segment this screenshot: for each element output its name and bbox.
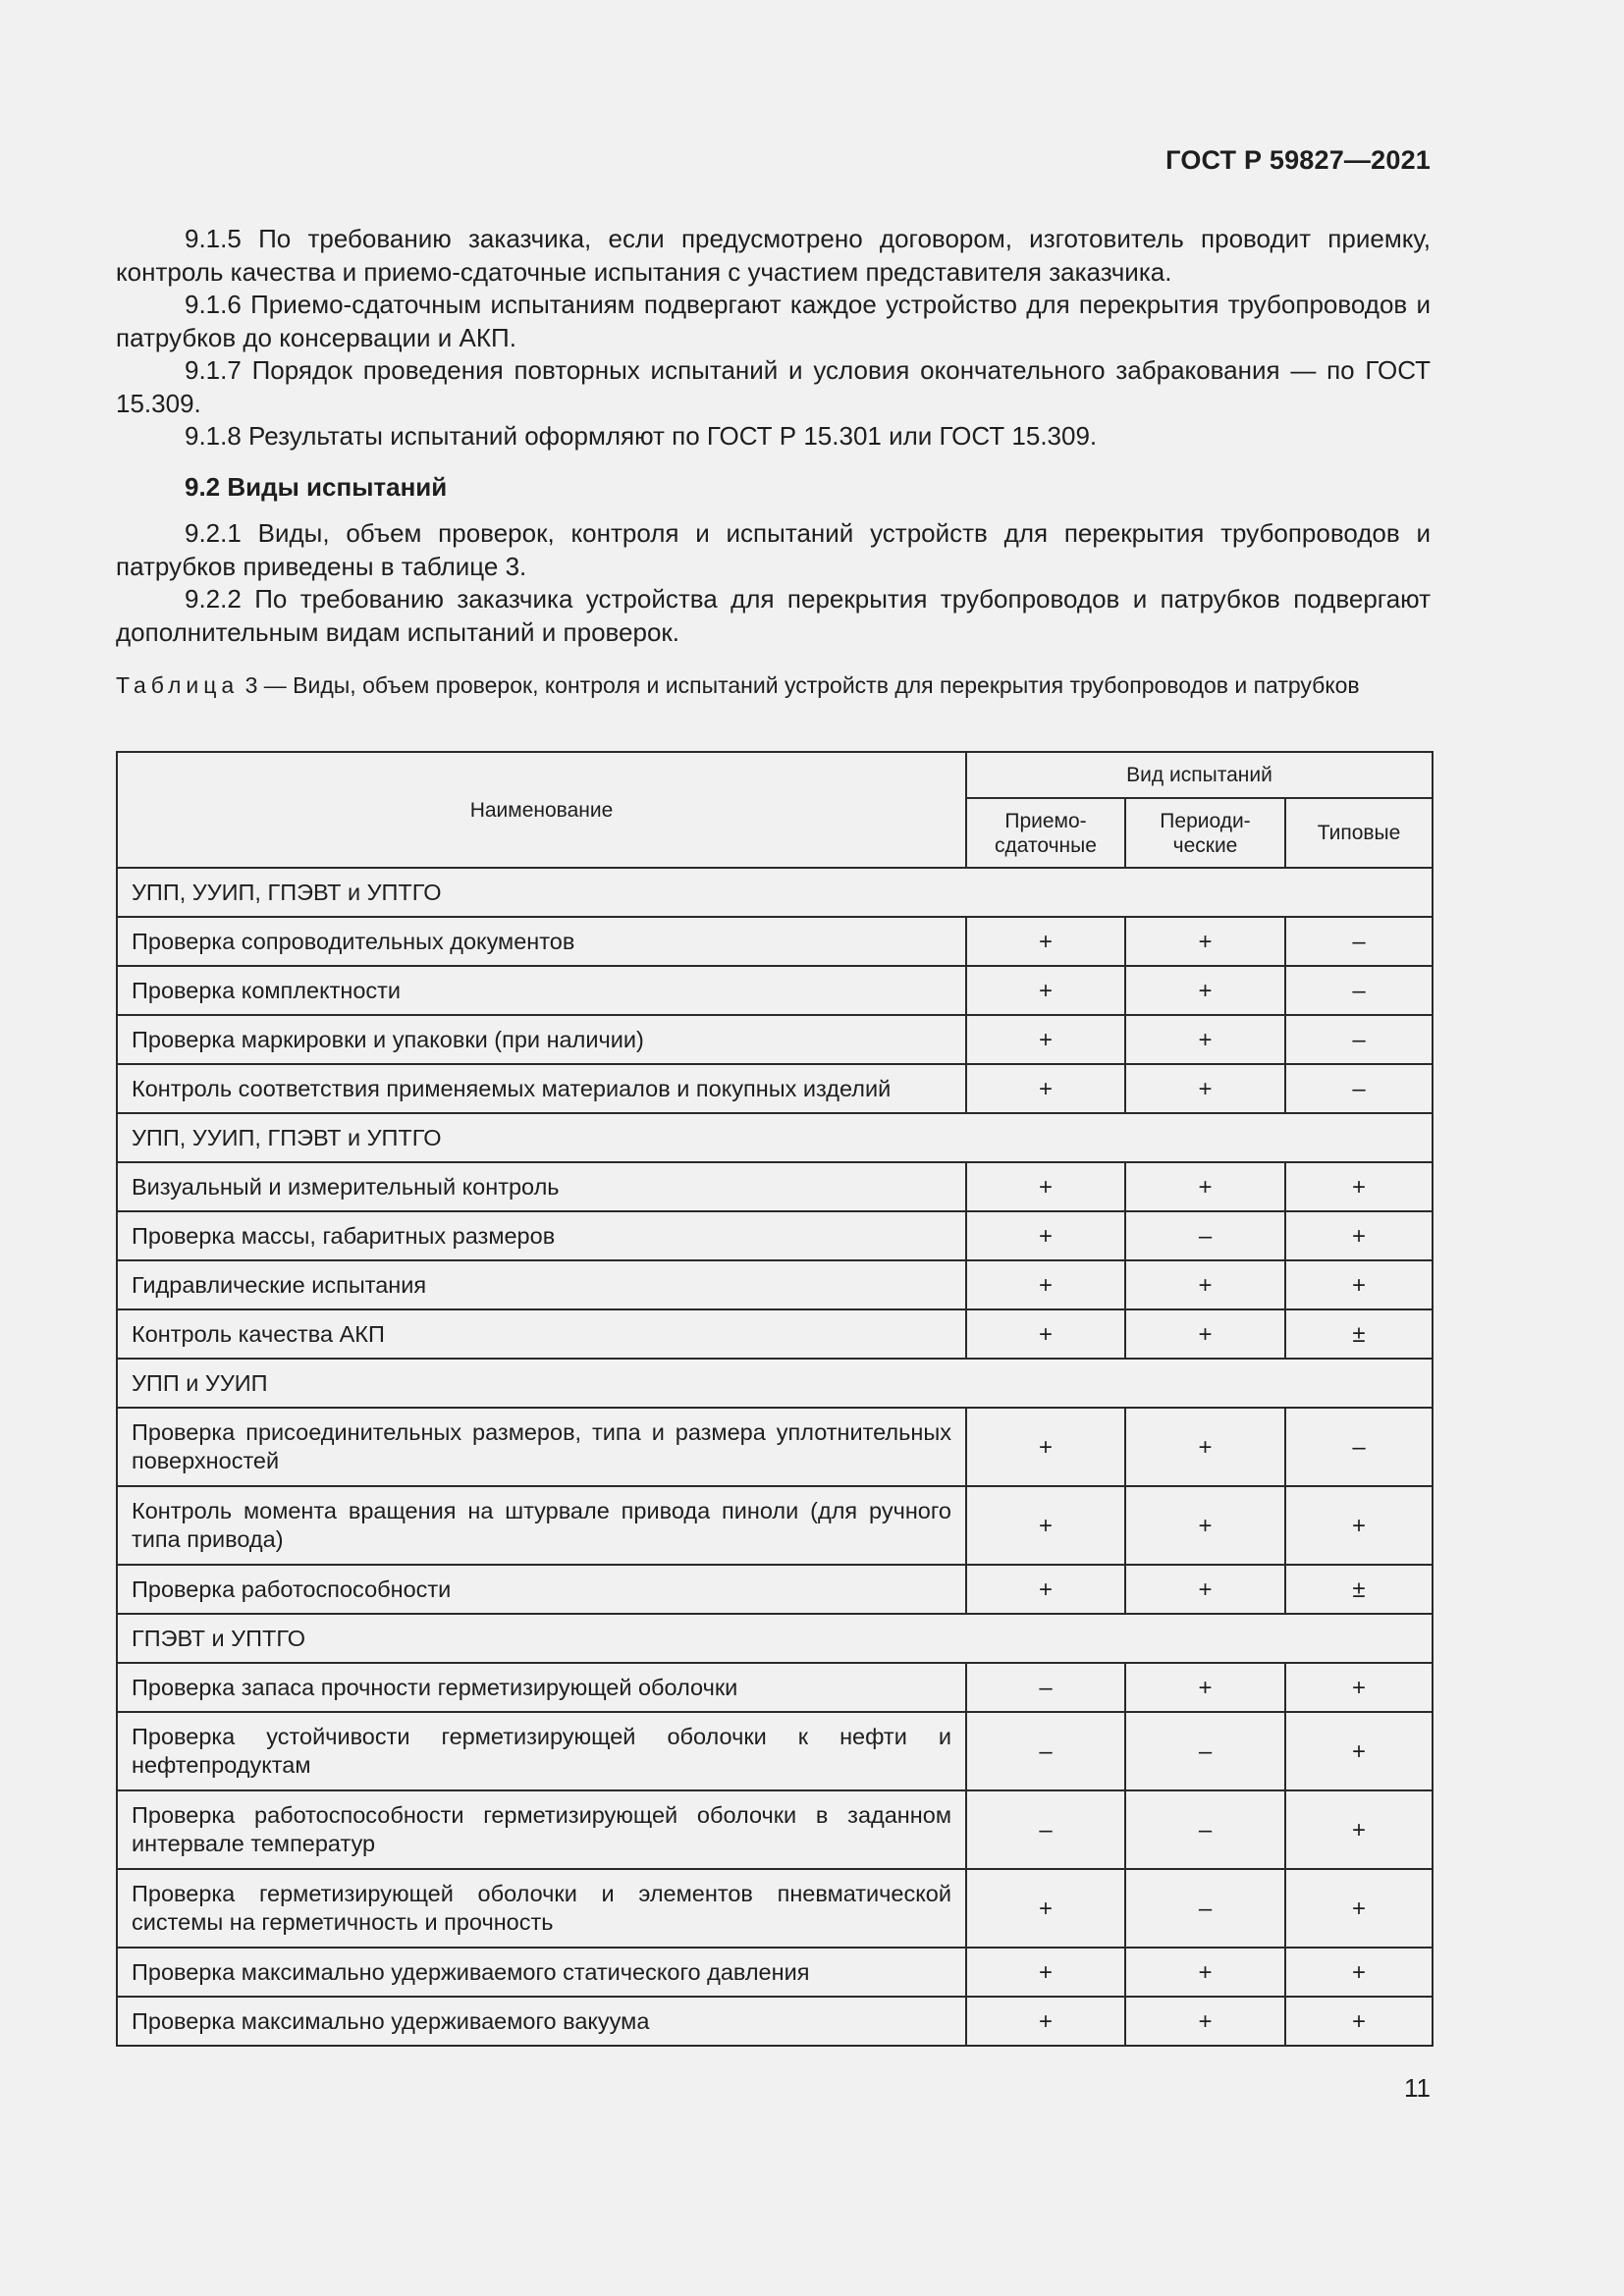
type-mark: +: [1285, 1997, 1433, 2046]
acceptance-mark: +: [966, 1309, 1125, 1359]
table-row: [117, 1211, 1433, 1260]
periodic-mark: +: [1125, 1408, 1285, 1486]
table-caption-text: 3 — Виды, объем проверок, контроля и испытаний устройств для перекрытия трубопроводов и патрубков: [239, 672, 1360, 698]
type-mark: +: [1285, 1162, 1433, 1211]
table-row: [117, 917, 1433, 966]
acceptance-mark: +: [966, 917, 1125, 966]
header-periodic: Периоди-ческие: [1125, 798, 1285, 868]
periodic-mark: –: [1125, 1211, 1285, 1260]
type-mark: –: [1285, 917, 1433, 966]
type-mark: +: [1285, 1948, 1433, 1997]
paragraph-9-1-8: 9.1.8 Результаты испытаний оформляют по ГОСТ Р 15.301 или ГОСТ 15.309.: [185, 421, 1098, 451]
table-row: [117, 1790, 1433, 1869]
row-name: Контроль момента вращения на штурвале привода пиноли (для ручного типа привода): [117, 1486, 966, 1565]
group-label: УПП и УУИП: [117, 1359, 1433, 1408]
table-row: [117, 1997, 1433, 2046]
type-mark: ±: [1285, 1309, 1433, 1359]
section-heading: 9.2 Виды испытаний: [185, 471, 448, 502]
periodic-mark: +: [1125, 1663, 1285, 1712]
row-name: Проверка герметизирующей оболочки и элементов пневматической системы на герметичность и прочность: [117, 1869, 966, 1948]
table-caption: [116, 670, 1431, 700]
periodic-mark: –: [1125, 1869, 1285, 1948]
table-row: [117, 1712, 1433, 1790]
periodic-mark: +: [1125, 1948, 1285, 1997]
group-row: [117, 868, 1433, 917]
type-mark: +: [1285, 1869, 1433, 1948]
acceptance-mark: +: [966, 1162, 1125, 1211]
document-code: ГОСТ Р 59827—2021: [1165, 145, 1431, 175]
type-mark: –: [1285, 1015, 1433, 1064]
paragraph-9-1-7: 9.1.7 Порядок проведения повторных испытаний и условия окончательного забракования — по ГОСТ 15.309.: [116, 355, 1431, 418]
group-label: УПП, УУИП, ГПЭВТ и УПТГО: [117, 868, 1433, 917]
row-name: Проверка работоспособности: [117, 1565, 966, 1614]
periodic-mark: +: [1125, 1162, 1285, 1211]
row-name: Контроль соответствия применяемых материалов и покупных изделий: [117, 1064, 966, 1113]
paragraph-9-2-2: 9.2.2 По требованию заказчика устройства для перекрытия трубопроводов и патрубков подвергают дополнительным видам испытаний и проверок.: [116, 584, 1431, 647]
periodic-mark: +: [1125, 1015, 1285, 1064]
type-mark: –: [1285, 1408, 1433, 1486]
row-name: Проверка работоспособности герметизирующей оболочки в заданном интервале температур: [117, 1790, 966, 1869]
type-mark: +: [1285, 1211, 1433, 1260]
row-name: Проверка маркировки и упаковки (при наличии): [117, 1015, 966, 1064]
row-name: Проверка устойчивости герметизирующей оболочки к нефти и нефтепродуктам: [117, 1712, 966, 1790]
acceptance-mark: +: [966, 1260, 1125, 1309]
periodic-mark: +: [1125, 1260, 1285, 1309]
type-mark: –: [1285, 966, 1433, 1015]
group-label: УПП, УУИП, ГПЭВТ и УПТГО: [117, 1113, 1433, 1162]
group-row: [117, 1113, 1433, 1162]
table-row: [117, 1408, 1433, 1486]
type-mark: +: [1285, 1790, 1433, 1869]
row-name: Гидравлические испытания: [117, 1260, 966, 1309]
table-row: [117, 966, 1433, 1015]
page-number: 11: [1404, 2073, 1431, 2103]
paragraph-9-2-1: 9.2.1 Виды, объем проверок, контроля и испытаний устройств для перекрытия трубопроводов и патрубков приведены в таблице 3.: [116, 518, 1431, 581]
acceptance-mark: +: [966, 1948, 1125, 1997]
header-test-type: Вид испытаний: [966, 752, 1433, 798]
group-label: ГПЭВТ и УПТГО: [117, 1614, 1433, 1663]
row-name: Проверка массы, габаритных размеров: [117, 1211, 966, 1260]
acceptance-mark: +: [966, 1565, 1125, 1614]
periodic-mark: +: [1125, 1486, 1285, 1565]
acceptance-mark: +: [966, 966, 1125, 1015]
periodic-mark: +: [1125, 1064, 1285, 1113]
group-row: [117, 1359, 1433, 1408]
table-row: [117, 1948, 1433, 1997]
periodic-mark: +: [1125, 966, 1285, 1015]
type-mark: +: [1285, 1486, 1433, 1565]
type-mark: ±: [1285, 1565, 1433, 1614]
type-mark: –: [1285, 1064, 1433, 1113]
table-row: [117, 1064, 1433, 1113]
periodic-mark: –: [1125, 1790, 1285, 1869]
header-acceptance: Приемо-сдаточные: [966, 798, 1125, 868]
acceptance-mark: –: [966, 1790, 1125, 1869]
acceptance-mark: +: [966, 1486, 1125, 1565]
row-name: Проверка присоединительных размеров, типа и размера уплотнительных поверхностей: [117, 1408, 966, 1486]
header-type: Типовые: [1285, 798, 1433, 868]
acceptance-mark: +: [966, 1997, 1125, 2046]
periodic-mark: –: [1125, 1712, 1285, 1790]
row-name: Проверка максимально удерживаемого вакуума: [117, 1997, 966, 2046]
group-row: [117, 1614, 1433, 1663]
row-name: Контроль качества АКП: [117, 1309, 966, 1359]
periodic-mark: +: [1125, 1565, 1285, 1614]
row-name: Проверка запаса прочности герметизирующей оболочки: [117, 1663, 966, 1712]
body-text: [116, 223, 1431, 700]
table-caption-label: Таблица: [116, 672, 240, 698]
type-mark: +: [1285, 1260, 1433, 1309]
type-mark: +: [1285, 1663, 1433, 1712]
paragraph-9-1-6: 9.1.6 Приемо-сдаточным испытаниям подвергают каждое устройство для перекрытия трубопроводов и патрубков до консервации и АКП.: [116, 290, 1431, 352]
paragraph-9-1-5: 9.1.5 По требованию заказчика, если предусмотрено договором, изготовитель проводит приемку, контроль качества и приемо-сдаточные испытания с участием представителя заказчика.: [116, 224, 1431, 287]
acceptance-mark: +: [966, 1211, 1125, 1260]
acceptance-mark: +: [966, 1015, 1125, 1064]
table-row: [117, 1565, 1433, 1614]
table-row: [117, 1663, 1433, 1712]
row-name: Проверка комплектности: [117, 966, 966, 1015]
periodic-mark: +: [1125, 917, 1285, 966]
table-row: [117, 1869, 1433, 1948]
table-row: [117, 1309, 1433, 1359]
periodic-mark: +: [1125, 1309, 1285, 1359]
type-mark: +: [1285, 1712, 1433, 1790]
row-name: Проверка сопроводительных документов: [117, 917, 966, 966]
row-name: Визуальный и измерительный контроль: [117, 1162, 966, 1211]
row-name: Проверка максимально удерживаемого статического давления: [117, 1948, 966, 1997]
table-row: [117, 1162, 1433, 1211]
acceptance-mark: +: [966, 1869, 1125, 1948]
acceptance-mark: –: [966, 1663, 1125, 1712]
acceptance-mark: –: [966, 1712, 1125, 1790]
acceptance-mark: +: [966, 1408, 1125, 1486]
periodic-mark: +: [1125, 1997, 1285, 2046]
acceptance-mark: +: [966, 1064, 1125, 1113]
table-row: [117, 1015, 1433, 1064]
table-row: [117, 1486, 1433, 1565]
header-name: Наименование: [117, 752, 966, 868]
tests-table: [116, 751, 1434, 2047]
table-row: [117, 1260, 1433, 1309]
